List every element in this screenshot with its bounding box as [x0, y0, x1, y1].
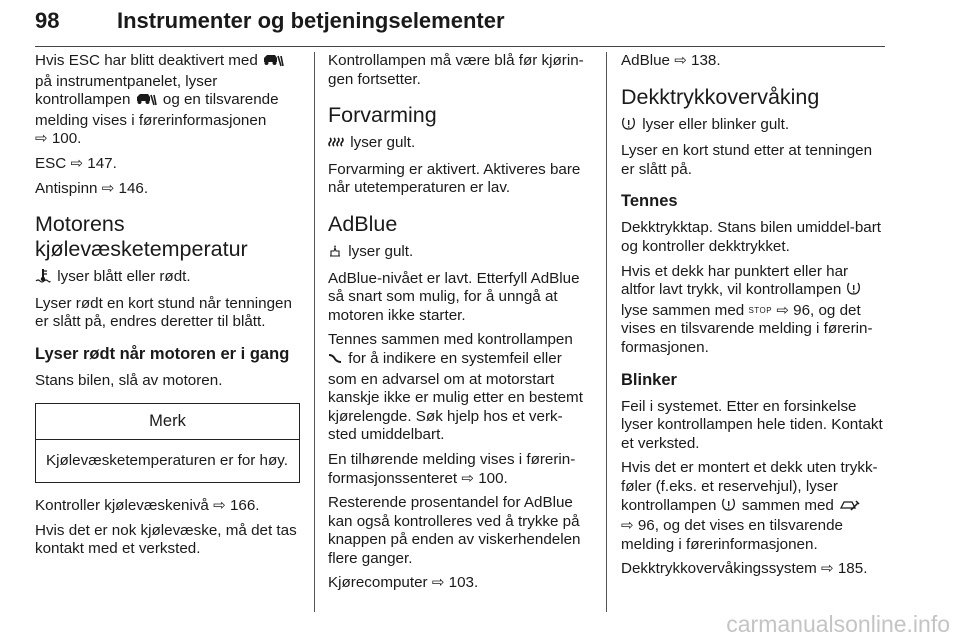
column-right	[621, 52, 886, 585]
tire-pressure-icon	[621, 117, 636, 137]
page-ref-arrow-icon: ⇨	[674, 52, 687, 69]
column-divider	[606, 52, 607, 612]
paragraph: Dekktrykktap. Stans bilen umiddel-bart og kontroller dekktrykket.	[621, 219, 881, 255]
paragraph: Feil i systemet. Etter en forsinkelse lyser kontrollampen hele tiden. Kontakt et verksted.	[621, 397, 883, 452]
page-ref: 185.	[837, 560, 868, 578]
paragraph: Forvarming er aktivert. Aktiveres bare når utetemperaturen er lav.	[328, 160, 581, 197]
paragraph: Lyser rødt en kort stund når tenningen er slått på, endres deretter til blått.	[35, 294, 292, 331]
page-ref-arrow-icon: ⇨	[101, 179, 115, 197]
paragraph: En tilhørende melding vises i førerin-formasjonssenteret ⇨ 100.	[328, 450, 576, 487]
paragraph: Hvis ESC har blitt deaktivert med på instrumentpanelet, lyser kontrollampen og en tilsvarende melding vises i førerinformasjonen ⇨ 100.	[35, 52, 300, 149]
page-ref: 166.	[229, 497, 260, 515]
wrench-car-icon	[838, 498, 860, 518]
paragraph: AdBlue-nivået er lavt. Etterfyll AdBlue så snart som mulig, for å unngå at motoren ikke starter.	[328, 269, 580, 324]
paragraph: lyser gult.	[328, 134, 590, 155]
paragraph: Dekktrykkovervåkingssystem ⇨ 185.	[621, 560, 868, 578]
paragraph: lyser blått eller rødt.	[35, 268, 300, 289]
page-ref: 96, og det vises en tilsvarende melding i førerin-formasjonen.	[621, 301, 873, 356]
watermark: carmanualsonline.info	[726, 611, 950, 637]
page-ref-arrow-icon: ⇨	[431, 574, 445, 592]
page-ref-arrow-icon: ⇨	[821, 560, 834, 578]
stop-icon: STOP	[748, 305, 773, 315]
header-divider	[35, 46, 885, 47]
paragraph: Hvis det er montert et dekk uten trykk-føler (f.eks. et reservehjul), lyser kontrollampen sammen med ⇨ 96, og det vises en tilsvarende melding i førerinformasjonen.	[621, 459, 878, 553]
paragraph: Kjørecomputer ⇨ 103.	[328, 574, 479, 592]
page-ref: 103.	[448, 574, 479, 592]
page-ref: 147.	[87, 154, 117, 172]
glow-plug-icon	[328, 135, 344, 155]
section-heading: Dekktrykkovervåking	[621, 84, 820, 109]
paragraph: Lyser en kort stund etter at tenningen er slått på.	[621, 142, 873, 178]
page-ref: 100.	[478, 469, 508, 487]
engine-malfunction-icon	[328, 352, 342, 371]
section-heading: AdBlue	[328, 211, 398, 236]
paragraph: Tennes sammen med kontrollampen for å indikere en systemfeil eller som en advarsel om at motorstart kanskje ikke er mulig etter en bestemt kjørelengde. Søk hjelp hos et verk-sted umiddelbart.	[328, 331, 583, 444]
esc-off-icon	[135, 92, 157, 112]
esc-off-icon	[262, 53, 284, 73]
paragraph: AdBlue ⇨ 138.	[621, 52, 721, 69]
paragraph: Hvis det er nok kjølevæske, må det tas kontakt med et verksted.	[35, 521, 297, 558]
section-heading: Forvarming	[328, 103, 437, 128]
paragraph: Stans bilen, slå av motoren.	[35, 371, 223, 389]
coolant-temperature-icon	[35, 268, 51, 289]
page-ref-arrow-icon: ⇨	[776, 301, 789, 319]
page-ref: 96, og det vises en tilsvarende melding i førerinformasjonen.	[621, 517, 843, 553]
tire-pressure-icon	[721, 498, 736, 518]
subheading: Tennes	[621, 192, 678, 211]
paragraph: Kontrollampen må være blå før kjørin-gen fortsetter.	[328, 52, 584, 88]
column-middle	[328, 52, 590, 599]
page-header	[35, 0, 885, 48]
paragraph: Antispinn ⇨ 146.	[35, 179, 149, 197]
paragraph: Hvis et dekk har punktert eller har altfor lavt trykk, vil kontrollampen lyse sammen med STOP ⇨ 96, og det vises en tilsvarende melding i førerin-formasjonen.	[621, 262, 873, 356]
subheading: Lyser rødt når motoren er i gang	[35, 344, 290, 363]
adblue-icon	[328, 244, 342, 264]
page-ref-arrow-icon: ⇨	[461, 469, 474, 487]
page-ref-arrow-icon: ⇨	[70, 154, 84, 172]
page-ref: 138.	[691, 52, 721, 69]
page-number: 98	[35, 8, 60, 33]
page-ref-arrow-icon: ⇨	[621, 517, 634, 535]
paragraph: Kontroller kjølevæskenivå ⇨ 166.	[35, 497, 260, 515]
note-text: Kjølevæsketemperaturen er for høy.	[46, 451, 288, 469]
page-ref: 146.	[118, 179, 149, 197]
paragraph: ESC ⇨ 147.	[35, 154, 117, 172]
paragraph: Resterende prosentandel for AdBlue kan også kontrolleres ved å trykke på knappen på enden av viskerhendelen flere ganger.	[328, 494, 581, 567]
page-ref-arrow-icon: ⇨	[35, 130, 48, 148]
column-left	[35, 52, 300, 565]
paragraph: lyser gult.	[328, 243, 590, 264]
note-box	[35, 403, 300, 484]
page-ref: 100.	[51, 130, 82, 148]
page-title: Instrumenter og betjeningselementer	[117, 8, 505, 33]
note-title: Merk	[36, 404, 299, 440]
subheading: Blinker	[621, 370, 677, 389]
tire-pressure-icon	[846, 282, 861, 302]
section-heading: Motorens kjølevæsketemperatur	[35, 212, 248, 262]
column-divider	[314, 52, 315, 612]
page-ref-arrow-icon: ⇨	[213, 497, 226, 515]
paragraph: lyser eller blinker gult.	[621, 116, 886, 137]
